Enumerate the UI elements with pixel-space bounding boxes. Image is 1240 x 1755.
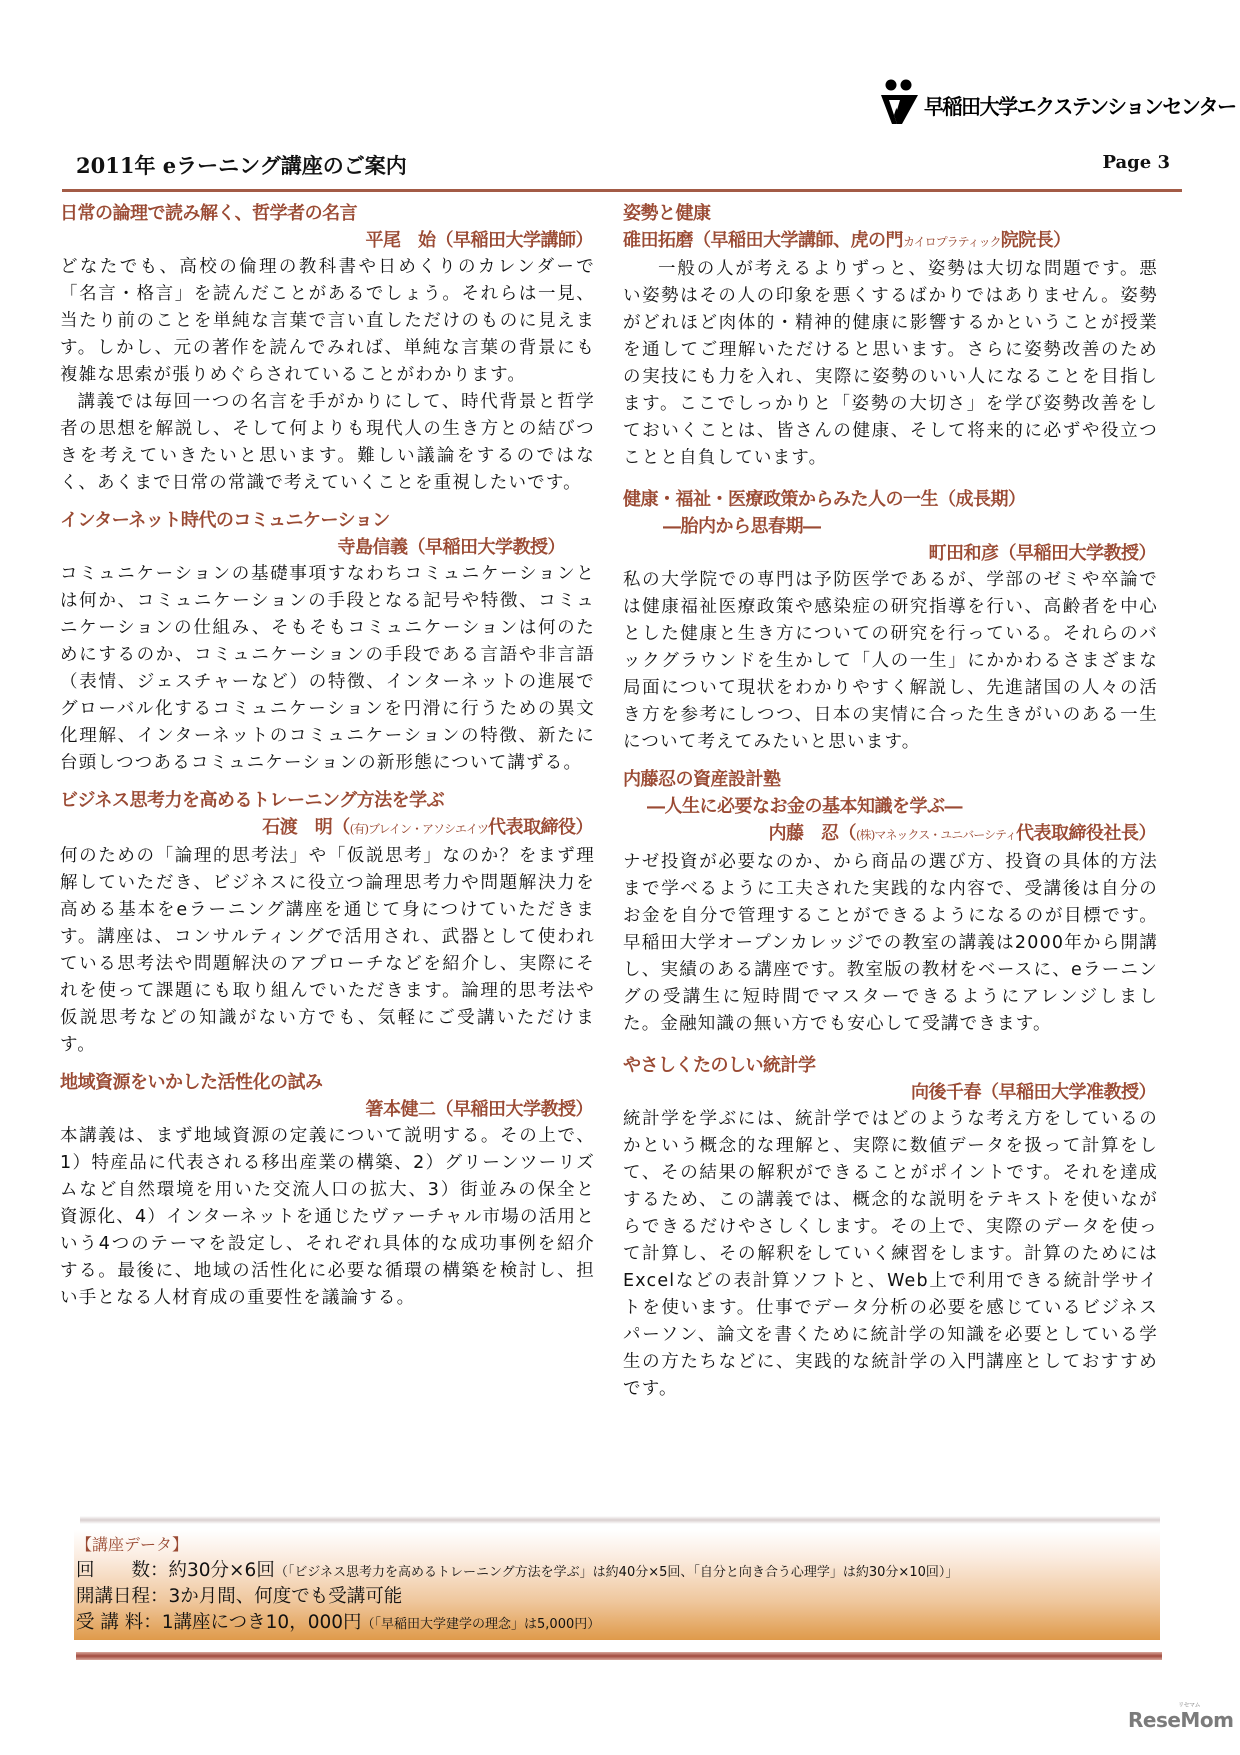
course-description xyxy=(60,561,595,777)
instructor-company: (有)ブレイン・アソシエイツ xyxy=(349,822,488,836)
course-description xyxy=(623,1106,1158,1403)
course-description xyxy=(623,849,1158,1038)
course-instructor: 向後千春（早稲田大学准教授） xyxy=(911,1082,1156,1103)
paragraph: 統計学を学ぶには、統計学ではどのような考え方をしているのかという概念的な理解と、実際に数値データを扱って計算をして、その結果の解釈ができることがポイントです。それを達成するため、この講義では、概念的な説明をテキストを使いながらできるだけやさしくします。その上で、実際のデータを使って計算し、その解釈をしていく練習をします。計算のためにはExcelなどの表計算ソフトと、Web上で利用できる統計学サイトを使います。仕事でデータ分析の必要を感じているビジネスパーソン、論文を書くために統計学の知識を必要としている学生の方たちなどに、実践的な統計学の入門講座としておすすめです。 xyxy=(623,1109,1158,1399)
watermark-text: ReseMom xyxy=(1128,1708,1234,1732)
course-title: ビジネス思考力を高めるトレーニング方法を学ぶ xyxy=(60,790,445,811)
data-box-top-divider xyxy=(80,1516,1160,1524)
waseda-extension-logo xyxy=(880,78,1240,128)
paragraph: 一般の人が考えるよりずっと、姿勢は大切な問題です。悪い姿勢はその人の印象を悪くするばかりではありません。姿勢がどれほど肉体的・精神的健康に影響するかということが授業を通してご理解いただけると思います。さらに姿勢改善のための実技にも力を入れ、実際に姿勢のいい人になることを目指します。ここでしっかりと「姿勢の大切さ」を学び姿勢改善をしておいくことは、皆さんの健康、そして将来的に必ずや役立つことと自負しています。 xyxy=(623,259,1158,468)
course-instructor: 寺島信義（早稲田大学教授） xyxy=(337,537,565,558)
course-data-fee xyxy=(76,1608,600,1634)
course-philosophy xyxy=(60,200,595,497)
paragraph: ナゼ投資が必要なのか、から商品の選び方、投資の具体的方法まで学べるように工夫された実践的な内容で、受講後は自分のお金を自分で管理することができるようになるのが目標です。早稲田大学オープンカレッジでの教室の講義は2000年から開講し、実績のある講座です。教室版の教材をベースに、eラーニングの受講生に短時間でマスターできるようにアレンジしました。金融知識の無い方でも安心して受講できます。 xyxy=(623,852,1158,1034)
waseda-extension-logo-icon xyxy=(880,78,920,128)
course-title: やさしくたのしい統計学 xyxy=(623,1055,816,1076)
data-box-bottom-divider xyxy=(76,1652,1162,1660)
data-note: （「早稲田大学建学の理念」は5,000円） xyxy=(361,1617,601,1632)
paragraph: コミュニケーションの基礎事項すなわちコミュニケーションとは何か、コミュニケーションの手段となる記号や特徴、コミュニケーションの仕組み、そもそもコミュニケーションは何のためにするのか、コミュニケーションの手段である言語や非言語（表情、ジェスチャーなど）の特徴、インターネットの進展でグローバル化するコミュニケーションを円滑に行うための異文化理解、インターネットのコミュニケーションの特徴、新たに台頭しつつあるコミュニケーションの新形態について講ずる。 xyxy=(60,564,595,773)
data-key: 受 講 料： xyxy=(76,1612,162,1633)
course-data-schedule xyxy=(76,1582,402,1608)
course-health-welfare xyxy=(623,486,1158,756)
paragraph: 講義では毎回一つの名言を手がかりにして、時代背景と哲学者の思想を解説し、そして何よりも現代人の生き方との結びつきを考えていきたいと思います。難しい議論をするのではなく、あくまで日常の常識で考えていくことを重視したいです。 xyxy=(60,392,595,493)
course-title: インターネット時代のコミュニケーション xyxy=(60,510,390,531)
course-subtitle: ―胎内から思春期― xyxy=(663,516,821,537)
course-description xyxy=(60,1123,595,1312)
instructor-role: 代表取締役） xyxy=(488,817,593,838)
course-internet-communication xyxy=(60,507,595,777)
course-title: 日常の論理で読み解く、哲学者の名言 xyxy=(60,203,358,224)
logo-text: 早稲田大学エクステンションセンター xyxy=(924,95,1236,119)
course-instructor xyxy=(623,227,1158,256)
paragraph: 私の大学院での専門は予防医学であるが、学部のゼミや卒論では健康福祉医療政策や感染症の研究指導を行い、高齢者を中心とした健康と生き方についての研究を行っている。それらのバックグラウンドを生かして「人の一生」にかかわるさまざまな局面について現状をわかりやすく解説し、先進諸国の人々の活き方を参考にしつつ、日本の実情に合った生きがいのある一生について考えてみたいと思います。 xyxy=(623,570,1158,752)
data-value: 1講座につき10，000円 xyxy=(161,1612,362,1633)
course-description xyxy=(623,567,1158,756)
course-instructor xyxy=(623,820,1158,849)
course-data-box xyxy=(74,1530,1160,1640)
right-column xyxy=(623,200,1158,1413)
course-asset-planning xyxy=(623,766,1158,1038)
left-column xyxy=(60,200,595,1322)
course-instructor xyxy=(60,814,595,843)
course-description xyxy=(60,254,595,497)
watermark-kana: リセマム xyxy=(1178,1702,1200,1709)
instructor-name: 碓田拓磨（早稲田大学講師、虎の門 xyxy=(623,230,903,251)
page-number: Page 3 xyxy=(1102,152,1170,173)
course-statistics xyxy=(623,1052,1158,1403)
resemom-watermark xyxy=(1128,1702,1234,1732)
instructor-company: カイロプラティック xyxy=(903,235,1001,249)
course-data-label: 【講座データ】 xyxy=(76,1535,189,1554)
course-posture-health xyxy=(623,200,1158,472)
course-description xyxy=(60,843,595,1059)
course-description xyxy=(623,256,1158,472)
course-instructor: 平尾 始（早稲田大学講師） xyxy=(365,230,593,251)
course-title: 姿勢と健康 xyxy=(623,203,711,224)
header-divider xyxy=(62,189,1182,192)
data-key: 回 数： xyxy=(76,1560,169,1581)
instructor-role: 代表取締役社長） xyxy=(1016,823,1156,844)
data-key: 開講日程： xyxy=(76,1586,169,1607)
instructor-company: (株)マネックス・ユニバーシティ xyxy=(855,828,1016,842)
course-instructor: 町田和彦（早稲田大学教授） xyxy=(928,543,1156,564)
course-business-thinking xyxy=(60,787,595,1059)
course-title: 健康・福祉・医療政策からみた人の一生（成長期） xyxy=(623,489,1026,510)
data-note: （「ビジネス思考力を高めるトレーニング方法を学ぶ」は約40分×5回、「自分と向き合う心理学」は約30分×10回）」 xyxy=(274,1565,959,1580)
instructor-role: 院院長） xyxy=(1000,230,1071,251)
data-value: 約30分×6回 xyxy=(168,1560,275,1581)
paragraph: 何のための「論理的思考法」や「仮説思考」なのか？をまず理解していただき、ビジネスに役立つ論理思考力や問題解決力を高める基本をeラーニング講座を通じて身につけていただきます。講座は、コンサルティングで活用され、武器として使われている思考法や問題解決のアプローチなどを紹介し、実際にそれを使って課題にも取り組んでいただきます。論理的思考法や仮説思考などの知識がない方でも、気軽にご受講いただけます。 xyxy=(60,846,595,1055)
course-title: 内藤忍の資産設計塾 xyxy=(623,769,781,790)
instructor-name: 内藤 忍（ xyxy=(768,823,856,844)
paragraph: どなたでも、高校の倫理の教科書や日めくりのカレンダーで「名言・格言」を読んだことがあるでしょう。それらは一見、当たり前のことを単純な言葉で言い直しただけのものに見えます。しかし、元の著作を読んでみれば、単純な言葉の背景にも複雑な思索が張りめぐらされていることがわかります。 xyxy=(60,257,595,385)
course-instructor: 箸本健二（早稲田大学教授） xyxy=(365,1099,593,1120)
data-value: 3か月間、何度でも受講可能 xyxy=(168,1586,403,1607)
course-title: 地域資源をいかした活性化の試み xyxy=(60,1072,323,1093)
course-regional-resources xyxy=(60,1069,595,1312)
course-subtitle: ―人生に必要なお金の基本知識を学ぶ― xyxy=(647,796,962,817)
course-data-sessions xyxy=(76,1556,958,1582)
instructor-name: 石渡 明（ xyxy=(262,817,350,838)
paragraph: 本講義は、まず地域資源の定義について説明する。その上で、1）特産品に代表される移出産業の構築、2）グリーンツーリズムなど自然環境を用いた交流人口の拡大、3）街並みの保全と資源化、4）インターネットを通じたヴァーチャル市場の活用という4つのテーマを設定し、それぞれ具体的な成功事例を紹介する。最後に、地域の活性化に必要な循環の構築を検討し、担い手となる人材育成の重要性を議論する。 xyxy=(60,1126,595,1308)
page-title: 2011年 eラーニング講座のご案内 xyxy=(76,153,407,178)
